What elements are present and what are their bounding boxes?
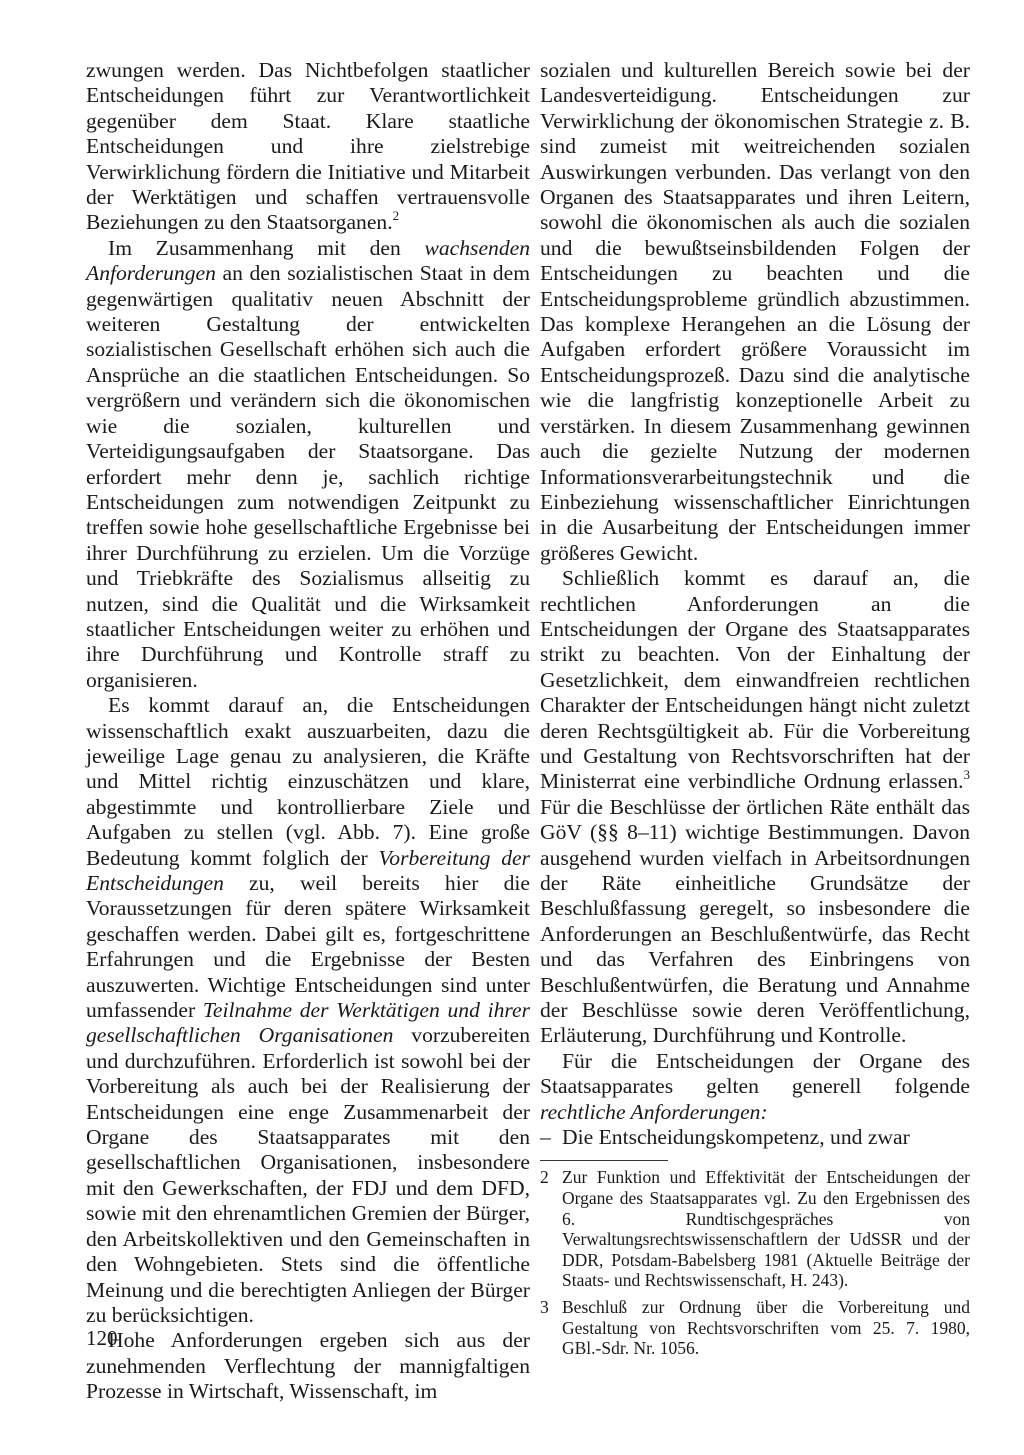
list-dash: – [540, 1125, 551, 1150]
footnote-text: Beschluß zur Ordnung über die Vorbereitung und Gestaltung von Rechtsvorschriften vom 25. 7. 1980, GBl.-Sdr. Nr. 1056. [562, 1297, 970, 1359]
paragraph [540, 1049, 970, 1125]
text-run: zwungen werden. Das Nichtbefolgen staatlicher Entscheidungen führt zur Verantwortlichkeit gegenüber dem Staat. Klare staatliche Entscheidungen und ihre zielstrebige Verwirklichung fördern die Initiative und Mitarbeit der Werktätigen und schaffen vertrauensvolle Beziehungen zu den Staatsorganen. [86, 58, 530, 235]
text-run: Für die Entscheidungen der Organe des Staatsapparates gelten generell folgende [540, 1048, 970, 1099]
footnote-text: Zur Funktion und Effektivität der Entscheidungen der Organe des Staatsapparates vgl. Zu den Ergebnissen des 6. Rundtischgespräches von Verwaltungsrechtswissenschaftlern der UdSSR und der DDR, Potsdam-Babelsberg 1981 (Aktuelle Beiträge der Staats- und Rechtswissenschaft, H. 243). [562, 1167, 970, 1291]
text-run: sozialen und kulturellen Bereich sowie bei der Landesverteidigung. Entscheidungen zur Verwirklichung der ökonomischen Strategie z. B. sind zumeist mit weitreichenden sozialen Auswirkungen verbunden. Das verlangt von den Organen des Staatsapparates und ihren Leitern, sowohl die ökonomischen als auch die sozialen und die bewußtseinsbildenden Folgen der Entscheidungen zu beachten und die Entscheidungsprobleme gründlich abzustimmen. Das komplexe Herangehen an die Lösung der Aufgaben erfordert größere Voraussicht im Entscheidungsprozeß. Dazu sind die analytische wie die langfristig konzeptionelle Arbeit zu verstärken. In diesem Zusammenhang gewinnen auch die gezielte Nutzung der modernen Informationsverarbeitungstechnik und die Einbeziehung wissenschaftlicher Einrichtungen in die Ausarbeitung der Entscheidungen immer größeres Gewicht. [540, 58, 970, 565]
text-run: Hohe Anforderungen ergeben sich aus der zunehmenden Verflechtung der mannigfaltigen Prozesse in Wirtschaft, Wissenschaft, im [86, 1328, 530, 1404]
paragraph [86, 1328, 530, 1404]
text-run: Es kommt darauf an, die Entscheidungen wissenschaftlich exakt auszuarbeiten, dazu die jeweilige Lage genau zu analysieren, die Kräfte und Mittel richtig einzuschätzen und klare, abgestimmte und kontrollierbare Ziele und Aufgaben zu stellen (vgl. Abb. 7). Eine große Bedeutung kommt folglich der [86, 693, 530, 870]
footnote [540, 1167, 970, 1291]
paragraph [86, 236, 530, 693]
emphasis: rechtliche Anforderungen: [540, 1099, 768, 1124]
page-number: 120 [86, 1326, 118, 1350]
text-run: zu, weil bereits hier die Voraussetzungen für deren spätere Wirksamkeit geschaffen werden. Dabei gilt es, fortgeschrittene Erfahrungen und die Ergebnisse der Besten auszuwerten. Wichtige Entscheidungen sind unter umfassender [86, 871, 530, 1023]
text-run: Im Zusammenhang mit den [108, 235, 425, 260]
emphasis: wachsenden Anforderungen [86, 235, 530, 286]
footnote-separator [540, 1160, 668, 1161]
text-run: Schließlich kommt es darauf an, die rechtlichen Anforderungen an die Entscheidungen der Organe des Staatsapparates strikt zu beachten. Von der Einhaltung der Gesetzlichkeit, dem einwandfreien rechtlichen Charakter der Entscheidungen hängt nicht zuletzt deren Rechtsgültigkeit ab. Für die Vorbereitung und Gestaltung von Rechtsvorschriften hat der Ministerrat eine verbindliche Ordnung erlassen. [540, 566, 970, 794]
paragraph [540, 58, 970, 566]
footnotes [540, 1167, 970, 1358]
footnote-number: 2 [540, 1167, 549, 1188]
text-run: Für die Beschlüsse der örtlichen Räte enthält das GöV (§§ 8–11) wichtige Bestimmungen. Davon ausgehend wurden vielfach in Arbeitsordnungen der Räte einheitliche Grundsätze der Beschlußfassung geregelt, so insbesondere die Anforderungen an Beschlußentwürfe, das Recht und das Verfahren des Einbringens von Beschlußentwürfen, die Beratung und Annahme der Beschlüsse sowie deren Veröffentlichung, Erläuterung, Durchführung und Kontrolle. [540, 794, 970, 1048]
text-run: vorzubereiten und durchzuführen. Erforderlich ist sowohl bei der Vorbereitung als auch bei der Realisierung der Entscheidungen eine enge Zusammenarbeit der Organe des Staatsapparates mit den gesellschaftlichen Organisationen, insbesondere mit den Gewerkschaften, der FDJ und dem DFD, sowie mit den ehrenamtlichen Gremien der Bürger, den Arbeitskollektiven und den Gemeinschaften in den Wohngebieten. Stets sind die öffentliche Meinung und die berechtigten Anliegen der Bürger zu berücksichtigen. [86, 1023, 530, 1327]
paragraph [86, 58, 530, 236]
footnote-number: 3 [540, 1297, 549, 1318]
left-column [86, 58, 530, 1405]
footnote-ref: 3 [963, 767, 970, 783]
footnote [540, 1297, 970, 1359]
list-item [540, 1125, 970, 1150]
right-column [540, 58, 970, 1359]
emphasis: Vorbereitung der Entscheidungen [86, 845, 530, 895]
list-item-text: Die Entscheidungskompetenz, und zwar [562, 1125, 910, 1150]
footnote-ref: 2 [392, 208, 400, 224]
right-paragraphs [540, 58, 970, 1125]
text-run: an den sozialistischen Staat in dem gegenwärtigen qualitativ neuen Abschnitt der weiteren Gestaltung der entwickelten sozialistischen Gesellschaft erhöhen sich auch die Ansprüche an die staatlichen Entscheidungen. So vergrößern und verändern sich die ökonomischen wie die sozialen, kulturellen und Verteidigungsaufgaben der Staatsorgane. Das erfordert mehr denn je, sachlich richtige Entscheidungen zum notwendigen Zeitpunkt zu treffen sowie hohe gesellschaftliche Ergebnisse bei ihrer Durchführung zu erzielen. Um die Vorzüge und Triebkräfte des Sozialismus allseitig zu nutzen, sind die Qualität und die Wirksamkeit staatlicher Entscheidungen weiter zu erhöhen und ihre Durchführung und Kontrolle straff zu organisieren. [86, 261, 530, 692]
paragraph [86, 693, 530, 1328]
emphasis: Teilnahme der Werktätigen und ihrer gesellschaftlichen Organisationen [86, 998, 530, 1048]
paragraph [540, 566, 970, 1049]
